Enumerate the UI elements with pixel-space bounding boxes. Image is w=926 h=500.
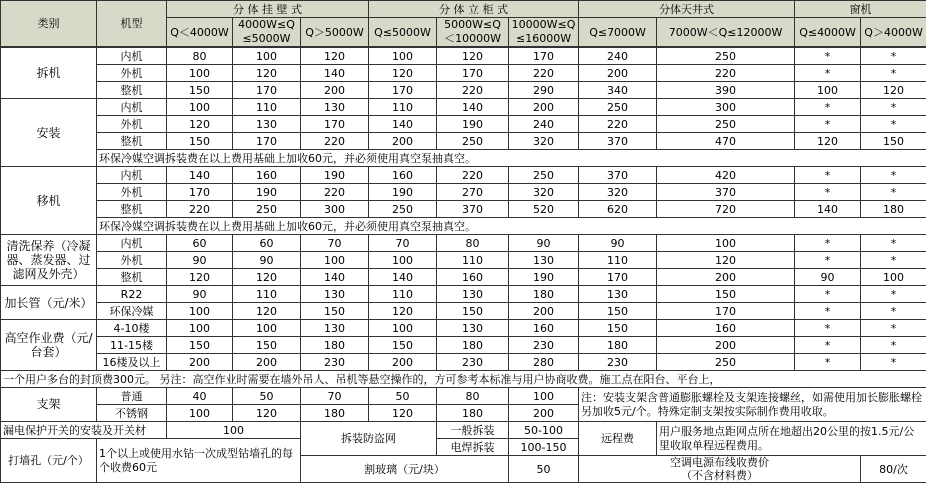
price-cell: 150 <box>301 303 369 320</box>
table-row <box>1 235 926 252</box>
table-row <box>1 286 926 303</box>
power-label <box>579 456 861 483</box>
table-row <box>1 269 926 286</box>
sub-header: 4000W≤Q ≤5000W <box>233 18 301 47</box>
price-cell: 320 <box>579 184 657 201</box>
price-cell: 180 <box>437 337 509 354</box>
price-cell: 220 <box>301 184 369 201</box>
star-cell: * <box>795 320 861 337</box>
price-cell: 190 <box>437 116 509 133</box>
sub-header: Q≤7000W <box>579 18 657 47</box>
price-cell: 120 <box>369 65 437 82</box>
price-cell: 180 <box>509 286 579 303</box>
price-cell: 130 <box>301 99 369 116</box>
far-note: 用户服务地点距网点所在地超出20公里的按1.5元/公里收取单程远程费用。 <box>657 422 926 456</box>
type-label: 内机 <box>97 48 167 65</box>
price-cell: 100 <box>167 405 233 422</box>
price-cell: * <box>861 184 926 201</box>
price-cell: 120 <box>233 269 301 286</box>
note-row: 环保冷媒空调拆装费在以上费用基础上加收60元，并必须使用真空泵抽真空。 <box>97 218 926 235</box>
price-cell: * <box>795 116 861 133</box>
price-cell: 140 <box>301 269 369 286</box>
price-cell: 180 <box>437 405 509 422</box>
note-row: 环保冷媒空调拆装费在以上费用基础上加收60元，并必须使用真空泵抽真空。 <box>97 150 926 167</box>
price-cell: 200 <box>167 354 233 371</box>
power-label-main: 空调电源布线收费价 <box>670 456 769 469</box>
price-cell: 60 <box>233 235 301 252</box>
price-cell: 100 <box>301 252 369 269</box>
price-cell: 170 <box>301 116 369 133</box>
price-table <box>0 0 926 47</box>
price-cell: 140 <box>167 167 233 184</box>
price-cell: 90 <box>233 252 301 269</box>
price-cell: 250 <box>369 201 437 218</box>
price-cell: 80 <box>437 388 509 405</box>
theft-weld-label: 电焊拆装 <box>437 439 509 456</box>
price-cell: 370 <box>579 133 657 150</box>
col-cabinet: 分 体 立 柜 式 <box>369 1 579 18</box>
price-cell: 160 <box>657 320 795 337</box>
price-cell: 250 <box>437 133 509 150</box>
type-label: 普通 <box>97 388 167 405</box>
price-cell: * <box>861 252 926 269</box>
price-cell: * <box>861 235 926 252</box>
price-cell: 250 <box>657 354 795 371</box>
price-cell: 240 <box>509 116 579 133</box>
price-cell: 150 <box>579 320 657 337</box>
price-cell: 180 <box>301 337 369 354</box>
category-label: 拆机 <box>1 48 97 99</box>
table-row <box>1 201 926 218</box>
price-cell: 110 <box>369 99 437 116</box>
price-cell: 120 <box>369 405 437 422</box>
price-cell: * <box>795 303 861 320</box>
sub-header: Q＞5000W <box>301 18 369 47</box>
theft-label: 拆装防盗网 <box>301 422 437 456</box>
price-cell: 110 <box>437 252 509 269</box>
sub-header: Q≤5000W <box>369 18 437 47</box>
price-cell: 280 <box>509 354 579 371</box>
sub-header: 5000W≤Q ＜10000W <box>437 18 509 47</box>
type-label: 外机 <box>97 252 167 269</box>
price-cell: 170 <box>579 269 657 286</box>
price-cell: 230 <box>579 354 657 371</box>
theft-normal-label: 一般拆装 <box>437 422 509 439</box>
price-cell: 110 <box>233 286 301 303</box>
price-cell: 320 <box>509 184 579 201</box>
price-cell: * <box>795 252 861 269</box>
col-ceiling: 分体天井式 <box>579 1 795 18</box>
price-cell: 120 <box>437 48 509 65</box>
price-cell: 200 <box>509 99 579 116</box>
price-cell: 40 <box>167 388 233 405</box>
table-row <box>1 150 926 167</box>
price-cell: 230 <box>437 354 509 371</box>
type-label: 内机 <box>97 167 167 184</box>
price-cell: 240 <box>579 48 657 65</box>
price-cell: * <box>861 48 926 65</box>
price-cell: 250 <box>657 116 795 133</box>
drill-label: 打墙孔（元/个） <box>1 439 97 483</box>
price-cell: * <box>795 184 861 201</box>
type-label: 整机 <box>97 82 167 99</box>
col-window: 窗机 <box>795 1 926 18</box>
table-row <box>1 167 926 184</box>
price-cell: 290 <box>509 82 579 99</box>
price-cell: 120 <box>795 133 861 150</box>
price-cell: 90 <box>579 235 657 252</box>
price-cell: 190 <box>369 184 437 201</box>
price-cell: 200 <box>579 65 657 82</box>
price-cell: 300 <box>657 99 795 116</box>
table-row <box>1 303 926 320</box>
price-cell: 370 <box>579 167 657 184</box>
price-cell: 170 <box>657 303 795 320</box>
type-label: 外机 <box>97 65 167 82</box>
category-label: 清洗保养（冷凝器、蒸发器、过滤网及外壳） <box>1 235 97 286</box>
price-cell: 250 <box>233 201 301 218</box>
price-cell: 120 <box>167 269 233 286</box>
price-cell: 80 <box>167 48 233 65</box>
price-cell: 90 <box>167 252 233 269</box>
star-cell: * <box>795 354 861 371</box>
price-cell: 140 <box>301 65 369 82</box>
price-cell: 70 <box>369 235 437 252</box>
price-cell: 200 <box>301 82 369 99</box>
sub-header: Q≤4000W <box>795 18 861 47</box>
price-cell: 170 <box>437 65 509 82</box>
table-row <box>1 48 926 65</box>
price-cell: 170 <box>167 184 233 201</box>
table-row <box>1 252 926 269</box>
price-cell: 110 <box>369 286 437 303</box>
price-cell: 250 <box>657 48 795 65</box>
price-cell: 180 <box>579 337 657 354</box>
price-cell: 90 <box>509 235 579 252</box>
star-cell: * <box>861 354 926 371</box>
price-cell: 370 <box>657 184 795 201</box>
type-label: 内机 <box>97 99 167 116</box>
price-cell: 100 <box>861 269 926 286</box>
price-cell: 230 <box>301 354 369 371</box>
price-cell: 150 <box>167 133 233 150</box>
price-cell: 120 <box>301 48 369 65</box>
price-cell: 220 <box>301 133 369 150</box>
col-category: 类别 <box>1 1 97 47</box>
price-cell: 150 <box>861 133 926 150</box>
theft-normal-value: 50-100 <box>509 422 579 439</box>
price-cell: * <box>795 167 861 184</box>
price-cell: * <box>795 286 861 303</box>
price-cell: 420 <box>657 167 795 184</box>
price-cell: 190 <box>233 184 301 201</box>
table-row <box>1 116 926 133</box>
price-cell: 140 <box>369 116 437 133</box>
price-cell: 150 <box>233 337 301 354</box>
price-cell: 120 <box>167 116 233 133</box>
price-cell: * <box>861 99 926 116</box>
price-cell: * <box>795 48 861 65</box>
type-label: 外机 <box>97 184 167 201</box>
price-cell: 110 <box>233 99 301 116</box>
price-cell: 160 <box>509 320 579 337</box>
price-cell: 250 <box>579 99 657 116</box>
price-cell: 230 <box>509 337 579 354</box>
type-label: 环保冷媒 <box>97 303 167 320</box>
price-cell: 50 <box>369 388 437 405</box>
price-cell: 150 <box>657 286 795 303</box>
table-row <box>1 320 926 337</box>
star-cell: * <box>861 320 926 337</box>
price-cell: 100 <box>369 320 437 337</box>
price-cell: 100 <box>795 82 861 99</box>
price-cell: 250 <box>509 167 579 184</box>
price-cell: 220 <box>437 167 509 184</box>
sub-header: 7000W＜Q≤12000W <box>657 18 795 47</box>
price-cell: 150 <box>579 303 657 320</box>
star-cell: * <box>861 337 926 354</box>
price-cell: 220 <box>509 65 579 82</box>
price-cell: 200 <box>509 405 579 422</box>
col-type: 机型 <box>97 1 167 47</box>
price-cell: 200 <box>369 354 437 371</box>
category-label: 安装 <box>1 99 97 167</box>
price-cell: 270 <box>437 184 509 201</box>
price-cell: 120 <box>233 65 301 82</box>
table-row <box>1 388 926 405</box>
price-cell: 170 <box>233 82 301 99</box>
sub-header: Q＞4000W <box>861 18 926 47</box>
type-label: 外机 <box>97 116 167 133</box>
star-cell: * <box>795 337 861 354</box>
price-cell: 120 <box>657 252 795 269</box>
price-cell: 160 <box>437 269 509 286</box>
price-cell: * <box>861 167 926 184</box>
price-cell: 130 <box>437 320 509 337</box>
category-label: 加长管（元/米） <box>1 286 97 320</box>
price-cell: 180 <box>861 201 926 218</box>
price-cell: 90 <box>167 286 233 303</box>
category-label: 高空作业费（元/台套） <box>1 320 97 371</box>
price-cell: 150 <box>167 82 233 99</box>
price-cell: * <box>861 116 926 133</box>
table-row <box>1 133 926 150</box>
price-cell: * <box>861 65 926 82</box>
table-row <box>1 65 926 82</box>
table-row <box>1 218 926 235</box>
power-value: 80/次 <box>861 456 926 483</box>
price-cell: 620 <box>579 201 657 218</box>
table-row <box>1 99 926 116</box>
price-cell: 390 <box>657 82 795 99</box>
glass-label: 割玻璃（元/块） <box>301 456 509 483</box>
price-cell: * <box>795 65 861 82</box>
price-cell: 370 <box>437 201 509 218</box>
price-cell: 60 <box>167 235 233 252</box>
far-label: 远程费 <box>579 422 657 456</box>
price-cell: 180 <box>301 405 369 422</box>
price-cell: 220 <box>657 65 795 82</box>
price-cell: * <box>795 99 861 116</box>
category-label: 支架 <box>1 388 97 422</box>
price-cell: 220 <box>437 82 509 99</box>
price-cell: 200 <box>233 354 301 371</box>
note-row: 一个用户多台的封顶费300元。 另注：高空作业时需要在墙外吊人、吊机等悬空操作的，方可参考本标准与用户协商收费。施工点在阳台、平台上， <box>1 371 926 388</box>
price-cell: 170 <box>509 48 579 65</box>
price-cell: 120 <box>233 405 301 422</box>
price-cell: 200 <box>369 133 437 150</box>
price-cell: 150 <box>369 337 437 354</box>
leak-label: 漏电保护开关的安装及开关材 <box>1 422 167 439</box>
type-label: 内机 <box>97 235 167 252</box>
type-label: 整机 <box>97 133 167 150</box>
price-cell: 130 <box>233 116 301 133</box>
price-cell: 130 <box>579 286 657 303</box>
price-cell: 160 <box>369 167 437 184</box>
col-wall: 分 体 挂 壁 式 <box>167 1 369 18</box>
price-cell: 100 <box>167 65 233 82</box>
price-cell: 220 <box>579 116 657 133</box>
sub-header: Q＜4000W <box>167 18 233 47</box>
price-cell: 100 <box>167 99 233 116</box>
price-cell: 100 <box>369 48 437 65</box>
price-cell: 150 <box>167 337 233 354</box>
price-cell: 200 <box>657 337 795 354</box>
price-cell: 340 <box>579 82 657 99</box>
price-cell: 170 <box>369 82 437 99</box>
table-row <box>1 354 926 371</box>
price-cell: * <box>861 286 926 303</box>
price-cell: 70 <box>301 235 369 252</box>
drill-note: 1个以上或使用水钻一次成型钻墙孔的每个收费60元 <box>97 439 301 483</box>
price-cell: 720 <box>657 201 795 218</box>
theft-weld-value: 100-150 <box>509 439 579 456</box>
price-cell: 100 <box>233 320 301 337</box>
price-cell: 100 <box>233 48 301 65</box>
type-label: 11-15楼 <box>97 337 167 354</box>
price-cell: 100 <box>509 388 579 405</box>
bracket-note: 注：安装支架含普通膨胀螺栓及支架连接螺丝，如需使用加长膨胀螺栓另加收5元/个。特殊定制支架按实际制作费用收取。 <box>579 388 926 422</box>
price-cell: 170 <box>233 133 301 150</box>
price-cell: 100 <box>369 252 437 269</box>
price-cell: 190 <box>509 269 579 286</box>
glass-value: 50 <box>509 456 579 483</box>
price-cell: 140 <box>369 269 437 286</box>
price-cell: 130 <box>301 286 369 303</box>
price-cell: 140 <box>795 201 861 218</box>
price-cell: 200 <box>657 269 795 286</box>
price-cell: 90 <box>795 269 861 286</box>
price-cell: 200 <box>509 303 579 320</box>
price-cell: 190 <box>301 167 369 184</box>
price-cell: * <box>861 303 926 320</box>
type-label: R22 <box>97 286 167 303</box>
price-cell: 50 <box>233 388 301 405</box>
price-cell: 130 <box>509 252 579 269</box>
price-cell: 140 <box>437 99 509 116</box>
price-cell: 120 <box>861 82 926 99</box>
leak-value: 100 <box>167 422 301 439</box>
price-cell: 300 <box>301 201 369 218</box>
price-cell: 100 <box>167 303 233 320</box>
price-cell: 80 <box>437 235 509 252</box>
power-label-sub: （不含材料费） <box>681 469 758 482</box>
table-row <box>1 371 926 388</box>
price-cell: 70 <box>301 388 369 405</box>
table-row <box>1 422 926 439</box>
sub-header: 10000W≤Q ≤16000W <box>509 18 579 47</box>
table-row <box>1 337 926 354</box>
price-cell: 100 <box>657 235 795 252</box>
price-cell: 130 <box>301 320 369 337</box>
type-label: 不锈钢 <box>97 405 167 422</box>
price-cell: 130 <box>437 286 509 303</box>
type-label: 16楼及以上 <box>97 354 167 371</box>
price-cell: 120 <box>233 303 301 320</box>
price-cell: 150 <box>437 303 509 320</box>
type-label: 整机 <box>97 201 167 218</box>
price-cell: * <box>795 235 861 252</box>
price-cell: 320 <box>509 133 579 150</box>
price-cell: 520 <box>509 201 579 218</box>
table-row <box>1 184 926 201</box>
price-cell: 470 <box>657 133 795 150</box>
header-row <box>1 1 926 18</box>
price-cell: 220 <box>167 201 233 218</box>
price-cell: 100 <box>167 320 233 337</box>
table-row <box>1 82 926 99</box>
price-cell: 160 <box>233 167 301 184</box>
price-cell: 120 <box>369 303 437 320</box>
type-label: 整机 <box>97 269 167 286</box>
category-label: 移机 <box>1 167 97 235</box>
type-label: 4-10楼 <box>97 320 167 337</box>
price-table-body <box>0 47 926 483</box>
price-cell: 110 <box>579 252 657 269</box>
